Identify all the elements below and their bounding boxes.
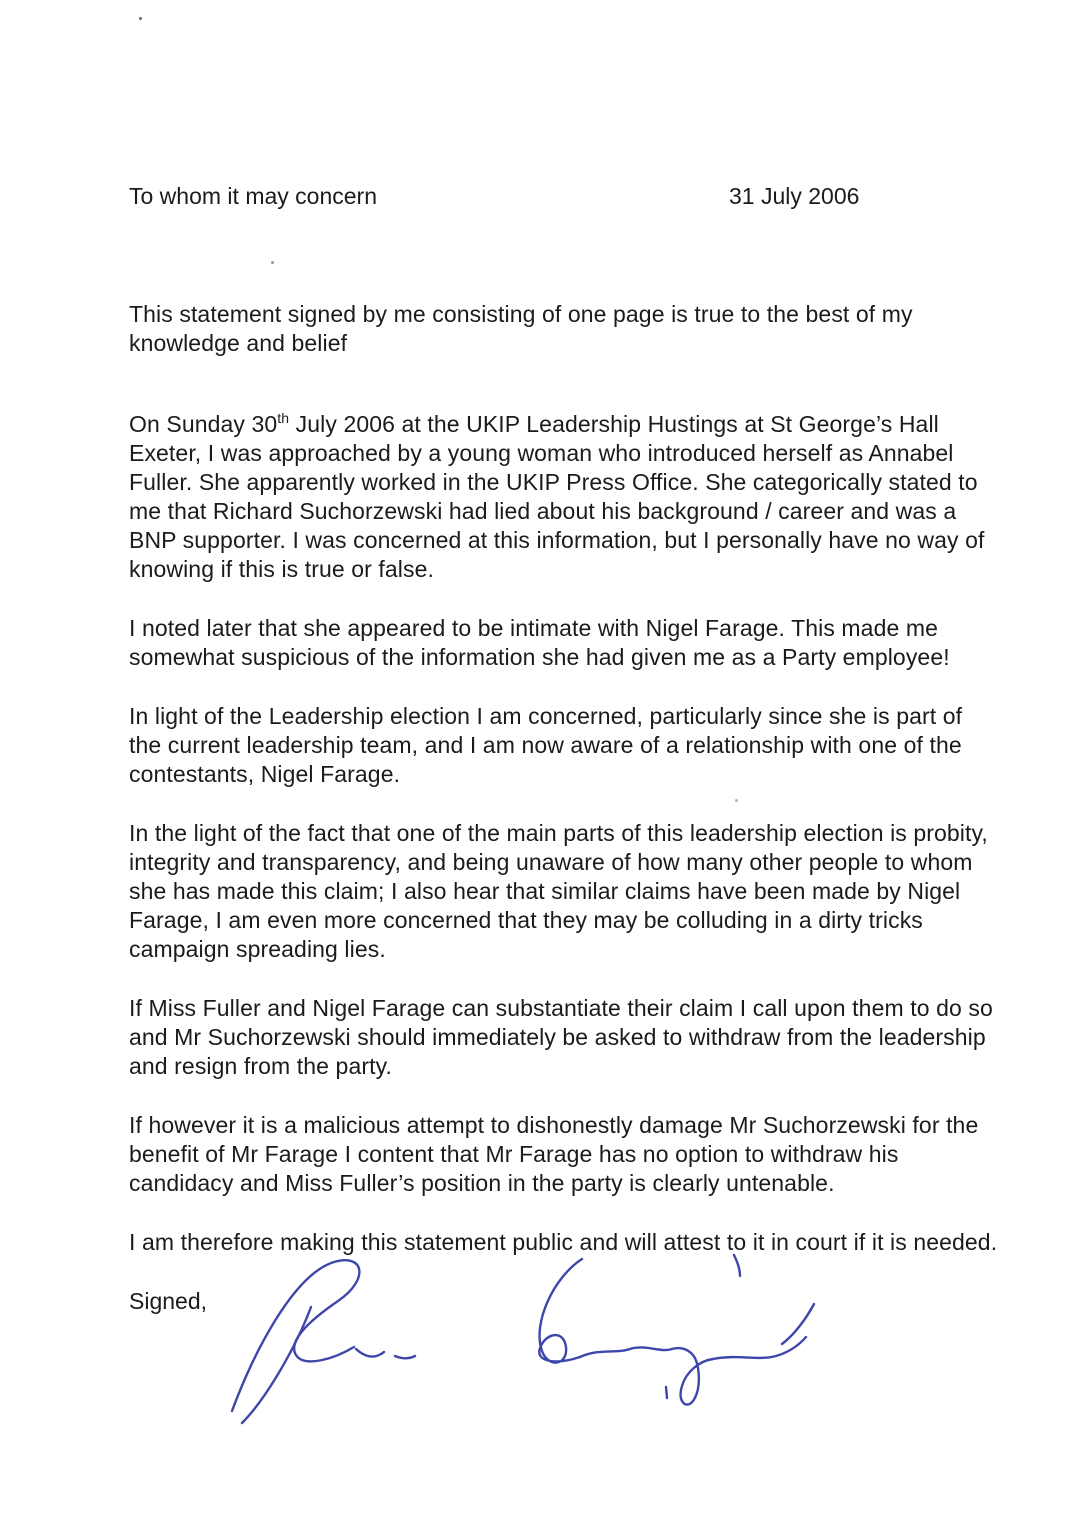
letter-date: 31 July 2006 <box>729 183 860 209</box>
ordinal-superscript: th <box>277 410 290 426</box>
paragraph-leadership-concern: In light of the Leadership election I am concerned, particularly since she is part of the current leadership team, and I am now aware of a relationship with one of the contestants, Nigel Farage. <box>129 703 963 787</box>
paragraph-hustings-rest: July 2006 at the UKIP Leadership Hustings at St George’s Hall Exeter, I was approached by a young woman who introduced herself as Annabel Fuller. She apparently worked in the UKIP Press Office. She categorically stated to me that Richard Suchorzewski had lied about his background / career and was a BNP supporter. I was concerned at this information, but I personally have no way of knowing if this is true or false. <box>129 411 985 582</box>
signed-label: Signed, <box>129 1288 208 1314</box>
paragraph-hustings-pre: On Sunday 30 <box>129 411 278 437</box>
letter-header <box>129 182 1000 211</box>
scan-speck <box>271 261 274 264</box>
handwritten-signature <box>214 1249 834 1427</box>
paragraph-malicious: If however it is a malicious attempt to dishonestly damage Mr Suchorzewski for the benefit of Mr Farage I content that Mr Farage has no option to withdraw his candidacy and Miss Fuller’s position in the party is clearly untenable. <box>129 1112 979 1196</box>
signature-block <box>129 1287 1000 1441</box>
paragraph-substantiate: If Miss Fuller and Nigel Farage can substantiate their claim I call upon them to do so and Mr Suchorzewski should immediately be asked to withdraw from the leadership and resign from the party. <box>129 995 993 1079</box>
paragraph-public-statement: I am therefore making this statement public and will attest to it in court if it is needed. <box>129 1229 998 1255</box>
salutation: To whom it may concern <box>129 183 377 209</box>
scan-speck <box>139 17 142 20</box>
paragraph-hustings-account <box>129 410 1000 584</box>
paragraph-statement-declaration: This statement signed by me consisting of one page is true to the best of my knowledge and belief <box>129 301 913 356</box>
paragraph-noted-later: I noted later that she appeared to be intimate with Nigel Farage. This made me somewhat suspicious of the information she had given me as a Party employee! <box>129 615 950 670</box>
paragraph-probity: In the light of the fact that one of the main parts of this leadership election is probity, integrity and transparency, and being unaware of how many other people to whom she has made this claim; I also hear that similar claims have been made by Nigel Farage, I am even more concerned that they may be colluding in a dirty tricks campaign spreading lies. <box>129 820 988 962</box>
scan-speck <box>735 799 738 802</box>
